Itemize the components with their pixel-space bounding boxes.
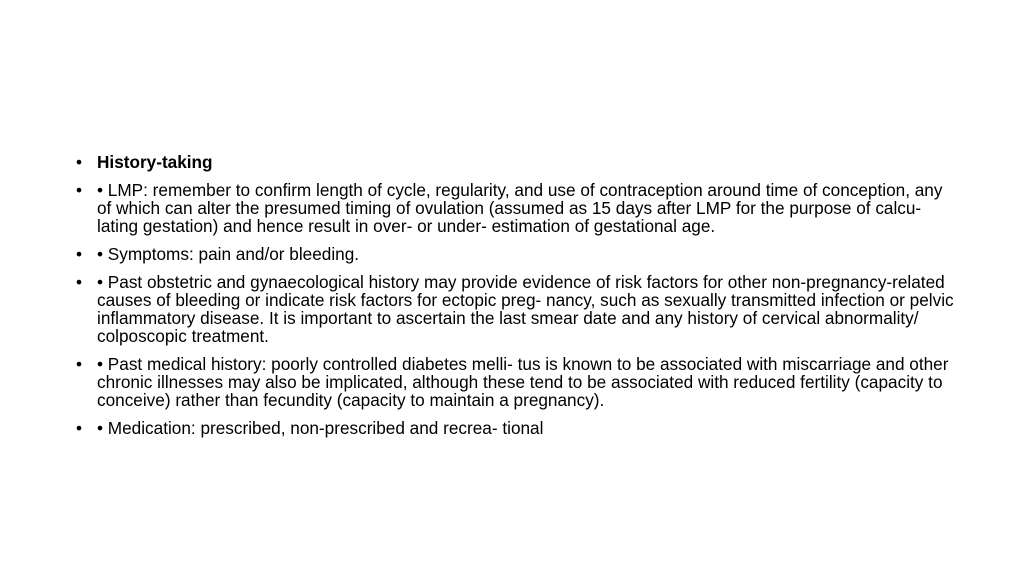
bullet-item-medication [76, 419, 956, 437]
bullet-marker: • [76, 179, 83, 200]
bullet-marker: • [76, 243, 83, 264]
bullet-marker: • [76, 417, 83, 438]
bullet-marker: • [76, 152, 83, 172]
bullet-text-lmp: • LMP: remember to confirm length of cycle, regularity, and use of contraception around time of conception, any of which can alter the presumed timing of ovulation (assumed as 15 days after LMP for the purpose of calcu- lating gestation) and hence result in over- or under- estimation of gestational age. [97, 179, 943, 237]
bullet-marker: • [76, 353, 83, 374]
bullet-list [76, 153, 956, 437]
bullet-text-obstetric-history: • Past obstetric and gynaecological history may provide evidence of risk factors for other non-pregnancy-related causes of bleeding or indicate risk factors for ectopic preg- nancy, such as sexually transmitted infection or pelvic inflammatory disease. It is important to ascertain the last smear date and any history of cervical abnormality/ colposcopic treatment. [97, 271, 954, 347]
heading-history-taking: History-taking [97, 152, 213, 172]
bullet-marker: • [76, 271, 83, 292]
bullet-item-medical-history [76, 355, 956, 410]
bullet-item-obstetric-history [76, 273, 956, 346]
bullet-item-lmp [76, 181, 956, 236]
bullet-text-medication: • Medication: prescribed, non-prescribed and recrea- tional [97, 417, 544, 438]
bullet-text-symptoms: • Symptoms: pain and/or bleeding. [97, 243, 360, 264]
bullet-item-symptoms [76, 245, 956, 263]
bullet-item-history-taking [76, 153, 956, 171]
bullet-text-medical-history: • Past medical history: poorly controlled diabetes melli- tus is known to be associated with miscarriage and other chronic illnesses may also be implicated, although these tend to be associated with reduced fertility (capacity to conceive) rather than fecundity (capacity to maintain a pregnancy). [97, 353, 949, 411]
